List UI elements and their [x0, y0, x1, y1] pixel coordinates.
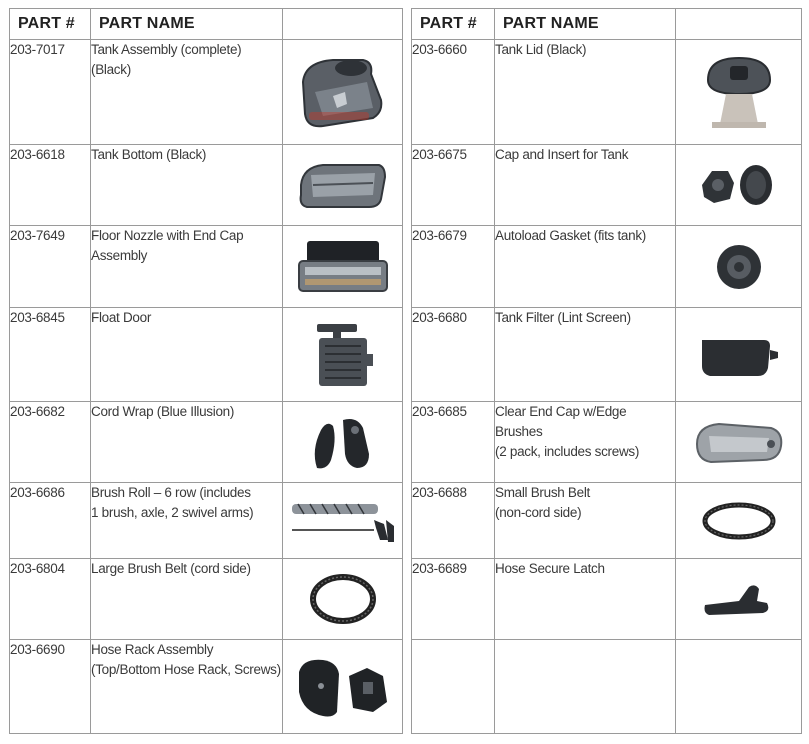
- part-name: Hose Rack Assembly (Top/Bottom Hose Rack, Screws): [91, 640, 283, 734]
- part-image-cell: [283, 145, 403, 226]
- part-name: Tank Assembly (complete) (Black): [91, 40, 283, 145]
- part-number: 203-6686: [10, 483, 91, 559]
- cap-insert-icon: [694, 157, 784, 213]
- part-name: Clear End Cap w/Edge Brushes (2 pack, includes screws): [495, 402, 676, 483]
- part-image-cell: [283, 559, 403, 640]
- part-name: Small Brush Belt (non-cord side): [495, 483, 676, 559]
- part-number: [412, 640, 495, 734]
- table-row: [10, 640, 403, 734]
- part-name: Large Brush Belt (cord side): [91, 559, 283, 640]
- part-image-cell: [676, 640, 802, 734]
- part-name: Float Door: [91, 308, 283, 402]
- table-row: [412, 145, 802, 226]
- part-name: [495, 640, 676, 734]
- part-image-cell: [283, 483, 403, 559]
- image-header: [676, 9, 802, 40]
- tank-filter-icon: [694, 330, 784, 380]
- table-row: [10, 226, 403, 308]
- hose-latch-icon: [699, 579, 779, 619]
- table-row: [412, 40, 802, 145]
- part-number-header: PART #: [412, 9, 495, 40]
- table-row: [412, 308, 802, 402]
- part-name-header: PART NAME: [495, 9, 676, 40]
- part-name: Floor Nozzle with End Cap Assembly: [91, 226, 283, 308]
- header-row: [412, 9, 802, 40]
- part-number: 203-6689: [412, 559, 495, 640]
- table-row: [10, 483, 403, 559]
- table-row: [412, 483, 802, 559]
- part-name: Autoload Gasket (fits tank): [495, 226, 676, 308]
- part-number: 203-6618: [10, 145, 91, 226]
- table-row: [412, 402, 802, 483]
- part-image-cell: [283, 226, 403, 308]
- part-name: Cap and Insert for Tank: [495, 145, 676, 226]
- table-row: [412, 226, 802, 308]
- table-row: [10, 402, 403, 483]
- tank-assembly-icon: [293, 52, 393, 132]
- part-image-cell: [676, 483, 802, 559]
- part-image-cell: [283, 40, 403, 145]
- table-row: [10, 40, 403, 145]
- part-image-cell: [676, 559, 802, 640]
- part-image-cell: [676, 402, 802, 483]
- part-number: 203-6690: [10, 640, 91, 734]
- brush-roll-icon: [288, 496, 398, 546]
- parts-table-right: [411, 8, 802, 734]
- part-number: 203-6675: [412, 145, 495, 226]
- tank-lid-icon: [694, 50, 784, 134]
- part-name: Hose Secure Latch: [495, 559, 676, 640]
- part-name: Tank Lid (Black): [495, 40, 676, 145]
- hose-rack-icon: [293, 652, 393, 722]
- part-image-cell: [676, 226, 802, 308]
- part-name: Tank Filter (Lint Screen): [495, 308, 676, 402]
- tank-bottom-icon: [293, 155, 393, 215]
- part-image-cell: [283, 402, 403, 483]
- table-row: [10, 308, 403, 402]
- floor-nozzle-icon: [293, 235, 393, 299]
- part-number: 203-6688: [412, 483, 495, 559]
- table-row: [10, 559, 403, 640]
- part-image-cell: [676, 145, 802, 226]
- part-number: 203-6679: [412, 226, 495, 308]
- part-name-header: PART NAME: [91, 9, 283, 40]
- part-number: 203-7649: [10, 226, 91, 308]
- part-image-cell: [676, 40, 802, 145]
- part-number: 203-6845: [10, 308, 91, 402]
- part-number: 203-6804: [10, 559, 91, 640]
- large-belt-icon: [308, 571, 378, 627]
- part-number: 203-6680: [412, 308, 495, 402]
- part-number: 203-6660: [412, 40, 495, 145]
- part-image-cell: [283, 640, 403, 734]
- part-name: Cord Wrap (Blue Illusion): [91, 402, 283, 483]
- small-belt-icon: [699, 499, 779, 543]
- table-row: [412, 640, 802, 734]
- table-row: [10, 145, 403, 226]
- end-cap-icon: [689, 414, 789, 470]
- header-row: [10, 9, 403, 40]
- part-number: 203-7017: [10, 40, 91, 145]
- part-name: Tank Bottom (Black): [91, 145, 283, 226]
- cord-wrap-icon: [303, 410, 383, 474]
- table-row: [412, 559, 802, 640]
- parts-table-left: [9, 8, 403, 734]
- part-image-cell: [676, 308, 802, 402]
- part-image-cell: [283, 308, 403, 402]
- part-name: Brush Roll – 6 row (includes 1 brush, axle, 2 swivel arms): [91, 483, 283, 559]
- image-header: [283, 9, 403, 40]
- float-door-icon: [303, 320, 383, 390]
- gasket-icon: [709, 239, 769, 295]
- part-number: 203-6685: [412, 402, 495, 483]
- part-number-header: PART #: [10, 9, 91, 40]
- part-number: 203-6682: [10, 402, 91, 483]
